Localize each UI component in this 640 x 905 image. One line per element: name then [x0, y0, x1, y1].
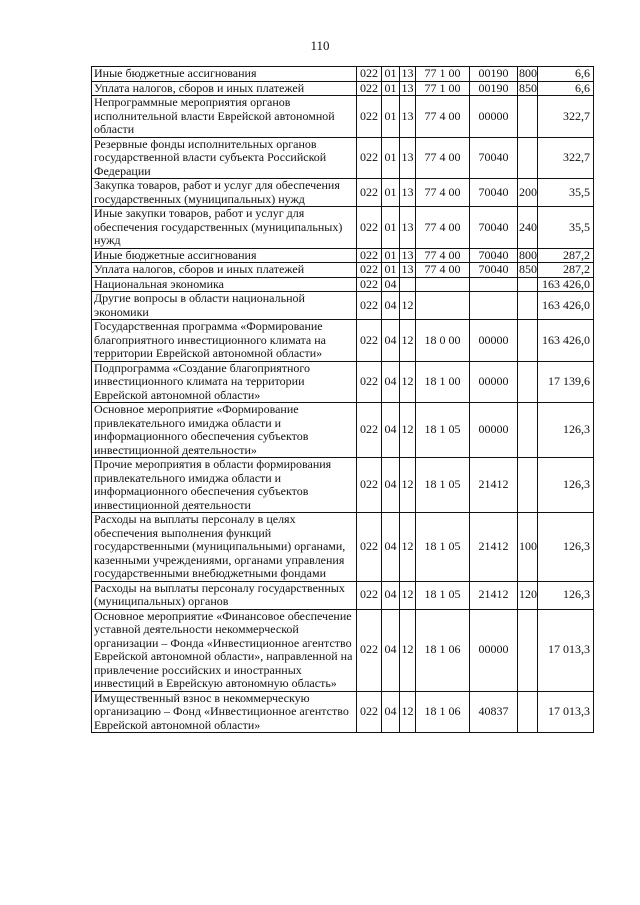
- table-row: [92, 81, 594, 96]
- row-expense-type: 240: [518, 207, 538, 249]
- row-ved-code: 022: [357, 581, 382, 609]
- row-ved-code: 022: [357, 248, 382, 263]
- row-section-code: 04: [382, 277, 400, 292]
- row-amount: 287,2: [538, 248, 594, 263]
- row-ved-code: 022: [357, 207, 382, 249]
- table-row: [92, 320, 594, 362]
- row-subsection-code: 12: [400, 581, 416, 609]
- row-subsection-code: 12: [400, 513, 416, 582]
- row-expense-type: [518, 277, 538, 292]
- row-name: Основное мероприятие «Финансовое обеспечение уставной деятельности некоммерческой организации – Фонда «Инвестиционное агентство Еврейской автономной области», направленной на привлечение российских и иностранных инвестиций в Еврейскую автономную область»: [92, 609, 357, 691]
- row-subsection-code: 12: [400, 320, 416, 362]
- row-ved-code: 022: [357, 277, 382, 292]
- page-number: 110: [310, 38, 330, 53]
- row-expense-type: [518, 320, 538, 362]
- row-expense-type: 800: [519, 66, 537, 80]
- row-ved-code: 022: [357, 403, 382, 458]
- row-target-article: 77 4 00: [416, 179, 470, 207]
- row-direction-code: 00000: [470, 320, 518, 362]
- row-expense-type: [518, 609, 538, 691]
- row-section-code: 04: [382, 292, 400, 320]
- row-direction-code: 21412: [470, 458, 518, 513]
- row-name: Уплата налогов, сборов и иных платежей: [92, 81, 357, 96]
- row-subsection-code: 13: [401, 80, 414, 95]
- row-ved-code: 022: [357, 67, 382, 82]
- row-amount: 6,6: [538, 81, 594, 96]
- row-name: Подпрограмма «Создание благоприятного инвестиционного климата на территории Еврейской автономной области»: [92, 361, 357, 403]
- row-subsection-code: 12: [400, 292, 416, 320]
- row-ved-code: 022: [357, 292, 382, 320]
- row-expense-type: [518, 96, 538, 138]
- row-target-article: 77 4 00: [416, 248, 470, 263]
- row-section-code: 04: [382, 609, 400, 691]
- row-ved-code: 022: [357, 458, 382, 513]
- row-expense-type: 120: [518, 581, 538, 609]
- row-target-article: 18 1 06: [416, 609, 470, 691]
- row-direction-code: 70040: [470, 137, 518, 179]
- row-name: Иные бюджетные ассигнования: [92, 67, 357, 82]
- row-target-article: 18 1 05: [416, 458, 470, 513]
- row-direction-code: 21412: [470, 581, 518, 609]
- row-section-code: 01: [382, 96, 400, 138]
- row-ved-code: 022: [357, 513, 382, 582]
- row-ved-code: 022: [357, 96, 382, 138]
- row-ved-code: 022: [357, 81, 382, 96]
- table-row: [92, 292, 594, 320]
- row-name: Иные закупки товаров, работ и услуг для обеспечения государственных (муниципальных) нужд: [92, 207, 357, 249]
- row-name: Государственная программа «Формирование благоприятного инвестиционного климата на территории Еврейской автономной области»: [92, 320, 357, 362]
- row-section-code: 04: [382, 320, 400, 362]
- row-section-code: 04: [382, 458, 400, 513]
- row-name: Непрограммные мероприятия органов исполнительной власти Еврейской автономной области: [92, 96, 357, 138]
- table-row: [92, 67, 594, 82]
- row-subsection-code: 12: [400, 609, 416, 691]
- row-section-code: 01: [382, 81, 400, 96]
- row-amount: 17 013,3: [538, 609, 594, 691]
- row-direction-code: 40837: [470, 691, 518, 733]
- row-direction-code: 70040: [470, 207, 518, 249]
- table-row: [92, 458, 594, 513]
- row-direction-code: [470, 292, 518, 320]
- row-target-article: 77 1 00: [416, 81, 470, 96]
- row-amount: 126,3: [538, 403, 594, 458]
- row-subsection-code: 13: [401, 262, 414, 276]
- row-amount: 17 139,6: [538, 361, 594, 403]
- row-section-code: 01: [382, 248, 400, 263]
- row-subsection-code: 13: [401, 66, 414, 80]
- row-expense-type: 850: [519, 262, 537, 276]
- row-amount: 322,7: [538, 96, 594, 138]
- row-subsection-code: 12: [400, 361, 416, 403]
- row-amount: 6,6: [538, 67, 594, 82]
- table-row: [92, 403, 594, 458]
- table-row: [92, 581, 594, 609]
- row-subsection-code: 13: [400, 137, 416, 179]
- row-section-code: 01: [382, 179, 400, 207]
- row-expense-type: [518, 403, 538, 458]
- row-ved-code: 022: [357, 137, 382, 179]
- row-ved-code: 022: [357, 609, 382, 691]
- row-direction-code: 00000: [470, 403, 518, 458]
- row-subsection-code: 12: [400, 458, 416, 513]
- row-target-article: 18 1 05: [416, 403, 470, 458]
- row-ved-code: 022: [357, 691, 382, 733]
- row-amount: 35,5: [538, 179, 594, 207]
- row-name: Имущественный взнос в некоммерческую организацию – Фонд «Инвестиционное агентство Еврейской автономной области»: [92, 691, 357, 733]
- table-row: [92, 248, 594, 263]
- row-amount: 322,7: [538, 137, 594, 179]
- row-amount: 17 013,3: [538, 691, 594, 733]
- row-direction-code: 00190: [470, 81, 518, 96]
- row-section-code: 04: [382, 513, 400, 582]
- row-section-code: 01: [382, 137, 400, 179]
- table-row: [92, 691, 594, 733]
- table-row: [92, 96, 594, 138]
- row-ved-code: 022: [357, 179, 382, 207]
- row-subsection-code: 12: [400, 403, 416, 458]
- row-expense-type: [518, 137, 538, 179]
- row-direction-code: [470, 277, 518, 292]
- row-subsection-code: 13: [401, 247, 414, 262]
- row-amount: 126,3: [538, 513, 594, 582]
- row-direction-code: 21412: [470, 513, 518, 582]
- table-row: [92, 361, 594, 403]
- row-subsection-code: 13: [400, 207, 416, 249]
- row-amount: 126,3: [538, 458, 594, 513]
- table-row: [92, 513, 594, 582]
- row-target-article: [416, 292, 470, 320]
- row-ved-code: 022: [357, 320, 382, 362]
- row-expense-type: [518, 691, 538, 733]
- row-amount: 287,2: [538, 263, 594, 278]
- row-name: Национальная экономика: [92, 277, 357, 292]
- row-ved-code: 022: [357, 263, 382, 278]
- row-target-article: 18 1 05: [416, 581, 470, 609]
- row-section-code: 04: [382, 403, 400, 458]
- row-subsection-code: 13: [400, 179, 416, 207]
- table-row: [92, 609, 594, 691]
- row-direction-code: 70040: [470, 179, 518, 207]
- row-expense-type: [518, 361, 538, 403]
- row-amount: 126,3: [538, 581, 594, 609]
- row-expense-type: 100: [518, 513, 538, 582]
- row-target-article: 18 1 00: [416, 361, 470, 403]
- table-row: [92, 179, 594, 207]
- row-name: Резервные фонды исполнительных органов государственной власти субъекта Российской Федерации: [92, 137, 357, 179]
- row-amount: 35,5: [538, 207, 594, 249]
- row-expense-type: [518, 292, 538, 320]
- row-name: Расходы на выплаты персоналу государственных (муниципальных) органов: [92, 581, 357, 609]
- row-name: Уплата налогов, сборов и иных платежей: [92, 263, 357, 278]
- table-row: [92, 137, 594, 179]
- row-direction-code: 70040: [470, 248, 518, 263]
- row-section-code: 01: [382, 67, 400, 82]
- row-section-code: 04: [382, 361, 400, 403]
- row-amount: 163 426,0: [538, 320, 594, 362]
- row-section-code: 04: [382, 691, 400, 733]
- row-expense-type: 800: [519, 247, 537, 262]
- row-subsection-code: 13: [400, 96, 416, 138]
- row-name: Основное мероприятие «Формирование привлекательного имиджа области и информационного обеспечения субъектов инвестиционной деятельности»: [92, 403, 357, 458]
- row-name: Другие вопросы в области национальной экономики: [92, 292, 357, 320]
- row-direction-code: 00000: [470, 96, 518, 138]
- table-row: [92, 207, 594, 249]
- row-amount: 163 426,0: [538, 277, 594, 292]
- row-direction-code: 00000: [470, 361, 518, 403]
- table-row: [92, 277, 594, 292]
- row-target-article: 77 1 00: [416, 67, 470, 82]
- row-expense-type: [518, 458, 538, 513]
- row-target-article: 77 4 00: [416, 96, 470, 138]
- row-direction-code: 00000: [470, 609, 518, 691]
- row-direction-code: 70040: [470, 263, 518, 278]
- row-target-article: [416, 277, 470, 292]
- row-expense-type: 200: [518, 179, 538, 207]
- row-target-article: 77 4 00: [416, 137, 470, 179]
- row-subsection-code: [400, 277, 416, 292]
- row-section-code: 01: [382, 263, 400, 278]
- row-name: Расходы на выплаты персоналу в целях обеспечения выполнения функций государственными (муниципальными) органами, казенными учреждениями, органами управления государственными внебюджетными фондами: [92, 513, 357, 582]
- row-ved-code: 022: [357, 361, 382, 403]
- row-direction-code: 00190: [470, 67, 518, 82]
- row-name: Прочие мероприятия в области формирования привлекательного имиджа области и информационного обеспечения субъектов инвестиционной деятельности: [92, 458, 357, 513]
- row-subsection-code: 12: [400, 691, 416, 733]
- row-target-article: 18 0 00: [416, 320, 470, 362]
- row-section-code: 04: [382, 581, 400, 609]
- row-expense-type: 850: [519, 80, 537, 95]
- table-row: [92, 263, 594, 278]
- row-section-code: 01: [382, 207, 400, 249]
- row-target-article: 77 4 00: [416, 207, 470, 249]
- row-name: Иные бюджетные ассигнования: [92, 248, 357, 263]
- row-amount: 163 426,0: [538, 292, 594, 320]
- row-target-article: 18 1 05: [416, 513, 470, 582]
- row-target-article: 77 4 00: [416, 263, 470, 278]
- row-name: Закупка товаров, работ и услуг для обеспечения государственных (муниципальных) нужд: [92, 179, 357, 207]
- budget-table: [91, 66, 594, 733]
- row-target-article: 18 1 06: [416, 691, 470, 733]
